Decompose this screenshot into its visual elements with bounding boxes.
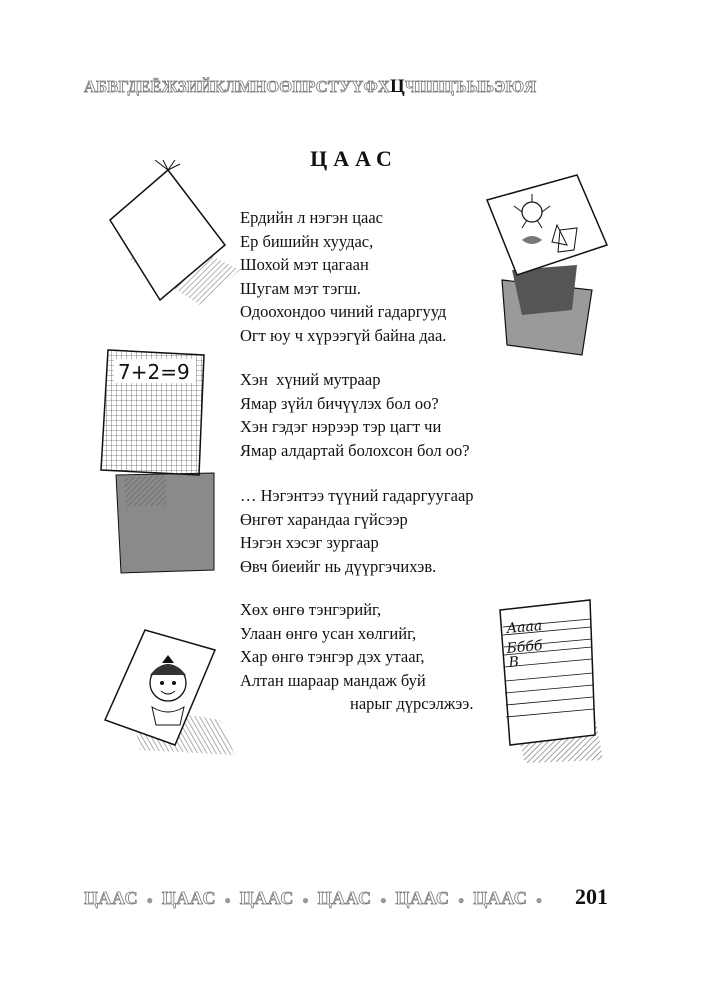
letters-row-2: Бббб [505, 637, 544, 657]
stanza-4 [240, 598, 474, 716]
footer-title: ЦААС [473, 888, 528, 908]
poem-line: Хэн гэдэг нэрээр тэр цагт чи [240, 417, 442, 437]
footer-separator: ● [146, 893, 154, 907]
footer-title: ЦААС [239, 888, 294, 908]
footer-separator: ● [223, 893, 232, 907]
footer-title: ЦААС [84, 888, 139, 908]
poem-line: Ердийн л нэгэн цаас [240, 208, 383, 227]
poem-title: ЦААС [310, 146, 398, 171]
math-text: 7+2=9 [118, 360, 190, 384]
poem-line: Ямар зүйл бичүүлэх бол оо? [240, 393, 439, 413]
alphabet-highlight-letter: Ц [390, 76, 405, 97]
letters-row-1: Аааа [505, 617, 543, 637]
portrait-paper-illustration [100, 625, 240, 760]
blank-paper-illustration [100, 160, 240, 320]
stanza-2 [240, 368, 470, 462]
poem-line: Ямар алдартай болохсон бол оо? [240, 440, 470, 460]
alphabet-header [84, 76, 624, 102]
poem-line: Одоохондоо чиний гадаргууд [240, 302, 447, 322]
poem-line: Огт юу ч хүрээгүй байна даа. [240, 325, 447, 345]
poem-line: Шохой мэт цагаан [240, 255, 369, 275]
poem-line: Шугам мэт тэгш. [240, 278, 361, 298]
poem-line: Хар өнгө тэнгэр дэх утааг, [240, 647, 425, 667]
alphabet-part-1: АБВГДЕЁЖЗИЙКЛМНОӨПРСТУҮФХ [84, 77, 391, 96]
letters-row-3: В [507, 654, 520, 671]
page-number: 201 [575, 884, 608, 909]
stanza-3 [240, 484, 474, 578]
stanza-1 [240, 206, 446, 348]
grid-paper-illustration [96, 345, 226, 580]
poem-line: Хөх өнгө тэнгэрийг, [240, 600, 382, 619]
running-footer [84, 888, 551, 909]
poem-line: Өвч биеийг нь дүүргэчихэв. [240, 556, 437, 576]
poem-line: Алтан шараар мандаж буй [240, 670, 426, 690]
poem-line: нарыг дүрсэлжээ. [350, 694, 474, 714]
poem-line: Нэгэн хэсэг зургаар [240, 533, 379, 553]
alphabet-part-2: ЧШЩЪЫЬЭЮЯ [405, 77, 537, 96]
letters-paper-illustration [485, 595, 610, 765]
footer-title: ЦААС [395, 888, 450, 908]
poem-line: Ер бишийн хуудас, [240, 231, 374, 251]
footer-separator: ● [457, 893, 466, 907]
footer-separator: ● [379, 893, 388, 907]
footer-separator: ● [301, 893, 310, 907]
drawing-paper-illustration [482, 170, 612, 360]
poem-line: Улаан өнгө усан хөлгийг, [240, 623, 417, 643]
footer-title: ЦААС [161, 888, 216, 908]
footer-separator: ● [535, 893, 544, 907]
footer-title: ЦААС [317, 888, 372, 908]
poem-line: … Нэгэнтээ түүний гадаргуугаар [240, 486, 474, 505]
poem-line: Өнгөт харандаа гүйсээр [240, 509, 408, 529]
poem-line: Хэн хүний мутраар [240, 370, 381, 389]
